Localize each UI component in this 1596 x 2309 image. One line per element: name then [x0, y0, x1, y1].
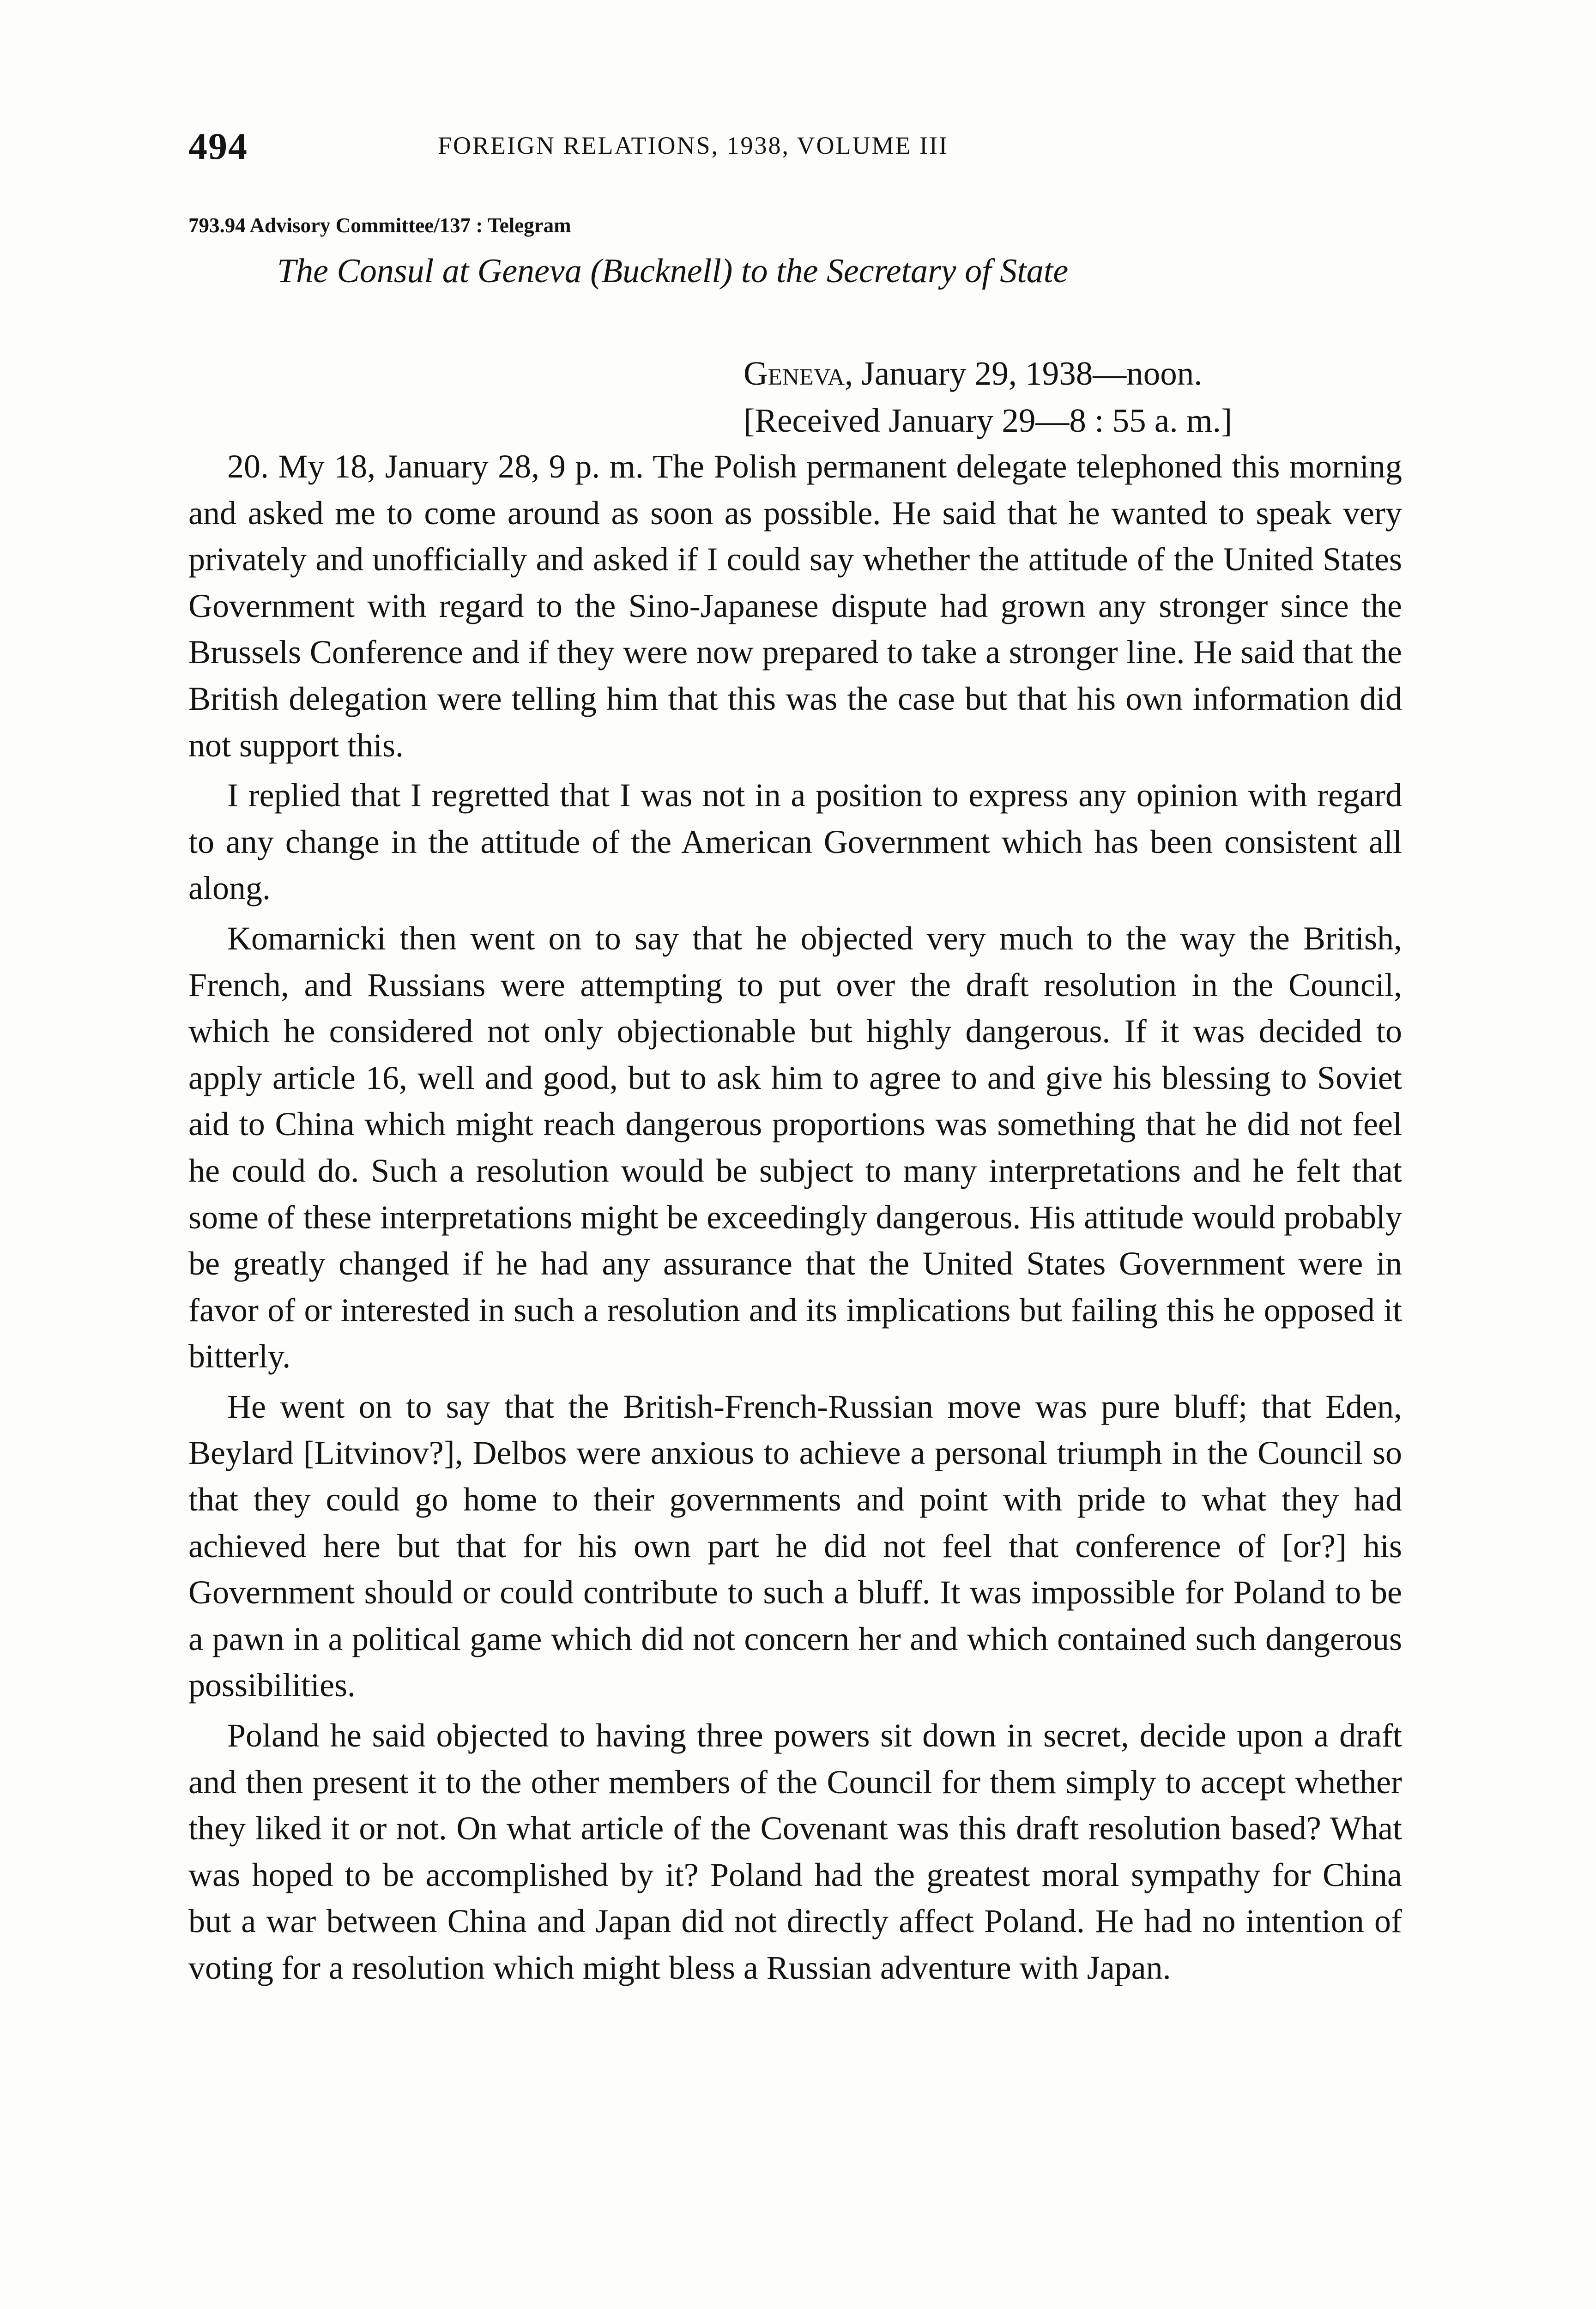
page-number: 494: [188, 125, 248, 167]
dateline-date: , January 29, 1938—noon.: [844, 355, 1203, 392]
dateline: [744, 350, 1399, 444]
running-title: FOREIGN RELATIONS, 1938, VOLUME III: [438, 132, 949, 159]
running-head: [188, 125, 1408, 175]
body-paragraph: He went on to say that the British-French-Russian move was pure bluff; that Eden, Beylard [Litvinov?], Delbos were anxious to achieve a personal triumph in the Council so that they could go home to their governments and point with pride to what they had achieved here but that for his own part he did not feel that conference of [or?] his Government should or could contribute to such a bluff. It was impossible for Poland to be a pawn in a political game which did not concern her and which contained such dangerous possibilities.: [188, 1388, 1402, 1704]
body-paragraph: 20. My 18, January 28, 9 p. m. The Polish permanent delegate telephoned this morning and asked me to come around as soon as possible. He said that he wanted to speak very privately and unofficially and asked if I could say whether the attitude of the United States Government with regard to the Sino-Japanese dispute had grown any stronger since the Brussels Conference and if they were now prepared to take a stronger line. He said that the British delegation were telling him that this was the case but that his own information did not support this.: [188, 448, 1402, 764]
telegram-body: [188, 443, 1402, 1991]
file-reference: 793.94 Advisory Committee/137 : Telegram: [188, 214, 571, 237]
dateline-place-date: [744, 350, 1399, 397]
dateline-received: [Received January 29—8 : 55 a. m.]: [744, 402, 1233, 439]
body-paragraph: Poland he said objected to having three powers sit down in secret, decide upon a draft and then present it to the other members of the Council for them simply to accept whether they liked it or not. On what article of the Covenant was this draft resolution based? What was hoped to be accomplished by it? Poland had the greatest moral sympathy for China but a war between China and Japan did not directly affect Poland. He had no intention of voting for a resolution which might bless a Russian adventure with Japan.: [188, 1717, 1402, 1986]
document-title: The Consul at Geneva (Bucknell) to the Secretary of State: [277, 252, 1069, 290]
dateline-place: Geneva: [744, 355, 845, 392]
body-paragraph: I replied that I regretted that I was not in a position to express any opinion with regard to any change in the attitude of the American Government which has been consistent all along.: [188, 777, 1402, 907]
body-paragraph: Komarnicki then went on to say that he objected very much to the way the British, French, and Russians were attempting to put over the draft resolution in the Council, which he considered not only objectionable but highly dangerous. If it was decided to apply article 16, well and good, but to ask him to agree to and give his blessing to Soviet aid to China which might reach dangerous proportions was something that he did not feel he could do. Such a resolution would be subject to many interpretations and he felt that some of these interpretations might be exceedingly dangerous. His attitude would probably be greatly changed if he had any assurance that the United States Government were in favor of or interested in such a resolution and its implications but failing this he opposed it bitterly.: [188, 919, 1402, 1375]
